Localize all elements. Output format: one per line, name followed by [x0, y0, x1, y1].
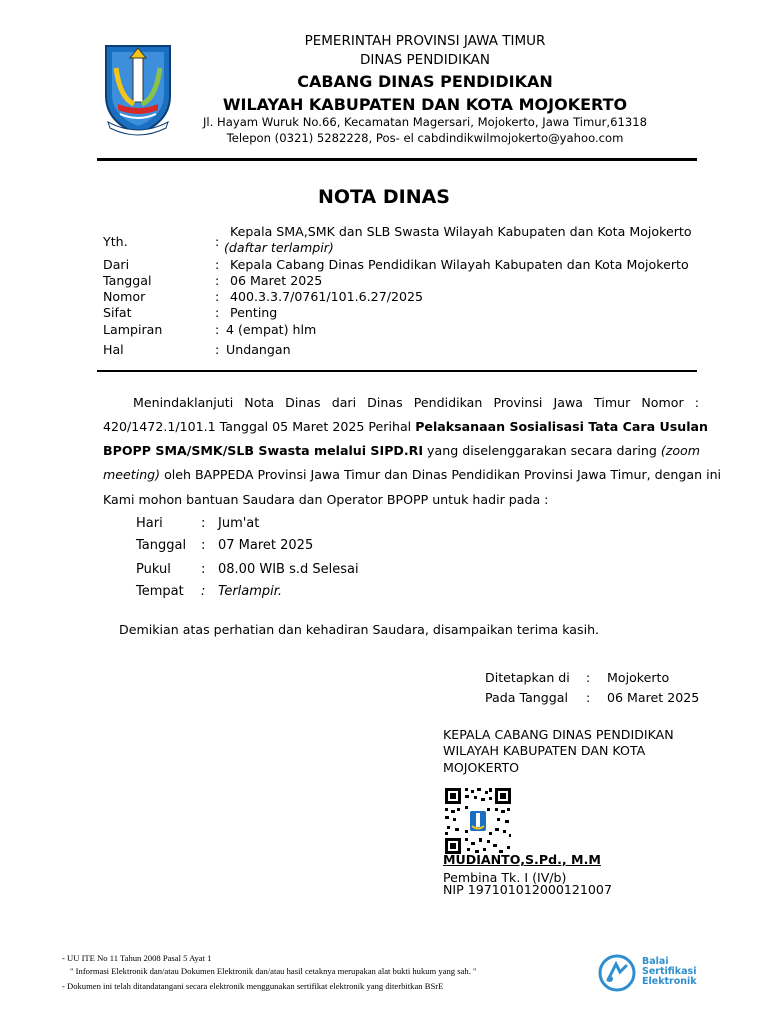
- nomor-label: Nomor: [103, 289, 146, 304]
- ditetapkan-value: Mojokerto: [607, 670, 670, 685]
- tempat-value: Terlampir.: [218, 584, 283, 599]
- ditetapkan-colon: :: [586, 670, 591, 685]
- letterhead-divider: [97, 158, 697, 161]
- pukul-label: Pukul: [136, 562, 171, 577]
- tempat-label: Tempat: [136, 584, 184, 599]
- lampiran-label: Lampiran: [103, 322, 163, 337]
- pada-tanggal-colon: :: [586, 690, 591, 705]
- pukul-colon: :: [201, 562, 206, 577]
- letterhead-contact: Telepon (0321) 5282228, Pos- el cabdindikwilmojokerto@yahoo.com: [226, 131, 624, 145]
- footer-legal-quote: " Informasi Elektronik dan/atau Dokumen Elektronik dan/atau hasil cetaknya merupakan alat bukti hukum yang sah. ": [70, 966, 477, 976]
- tanggal-value: 06 Maret 2025: [230, 273, 323, 288]
- paragraph-text: 420/1472.1/101.1 Tanggal 05 Maret 2025 Perihal: [103, 419, 416, 434]
- paragraph-line: [103, 443, 699, 458]
- letterhead-address: Jl. Hayam Wuruk No.66, Kecamatan Magersari, Mojokerto, Jawa Timur,61318: [203, 115, 647, 129]
- hal-value: Undangan: [226, 342, 291, 357]
- event-tanggal-label: Tanggal: [136, 538, 187, 553]
- nomor-colon: :: [215, 289, 220, 304]
- pada-tanggal-value: 06 Maret 2025: [607, 690, 700, 705]
- jawa-timur-emblem-icon: [100, 38, 176, 138]
- signatory-name: MUDIANTO,S.Pd., M.M: [443, 852, 601, 867]
- request-line: Kami mohon bantuan Saudara dan Operator BPOPP untuk hadir pada :: [103, 492, 549, 507]
- tanggal-label: Tanggal: [103, 273, 152, 288]
- hari-colon: :: [201, 516, 206, 531]
- signatory-position: KEPALA CABANG DINAS PENDIDIKAN: [443, 727, 674, 742]
- yth-note: (daftar terlampir): [224, 240, 334, 255]
- yth-label: Yth.: [103, 234, 128, 249]
- bsre-logo-icon: [598, 954, 636, 992]
- paragraph-text: yang diselenggarakan secara daring: [423, 443, 661, 458]
- hari-value: Jum'at: [218, 516, 260, 531]
- lampiran-colon: :: [215, 322, 220, 337]
- paragraph-line: Menindaklanjuti Nota Dinas dari Dinas Pendidikan Provinsi Jawa Timur Nomor :: [133, 395, 699, 410]
- tanggal-colon: :: [215, 273, 220, 288]
- document-title: NOTA DINAS: [318, 186, 450, 208]
- qr-code-icon: [443, 786, 513, 856]
- letterhead-agency: DINAS PENDIDIKAN: [359, 52, 491, 68]
- sifat-value: Penting: [230, 305, 278, 320]
- dari-value: Kepala Cabang Dinas Pendidikan Wilayah Kabupaten dan Kota Mojokerto: [230, 257, 689, 272]
- bsre-label: Balai: [642, 956, 669, 967]
- yth-value: Kepala SMA,SMK dan SLB Swasta Wilayah Kabupaten dan Kota Mojokerto: [230, 224, 692, 239]
- hari-label: Hari: [136, 516, 163, 531]
- letterhead-government: PEMERINTAH PROVINSI JAWA TIMUR: [304, 33, 546, 49]
- hal-colon: :: [215, 342, 220, 357]
- paragraph-italic-text: (zoom: [660, 443, 701, 458]
- tempat-colon: :: [201, 584, 206, 599]
- signatory-position: MOJOKERTO: [443, 760, 520, 775]
- event-tanggal-value: 07 Maret 2025: [218, 538, 314, 553]
- bsre-label: Sertifikasi: [642, 966, 697, 977]
- pada-tanggal-label: Pada Tanggal: [485, 690, 568, 705]
- signatory-nip: NIP 197101012000121007: [443, 882, 612, 897]
- paragraph-bold-text: BPOPP SMA/SMK/SLB Swasta melalui SIPD.RI: [103, 443, 424, 458]
- yth-colon: :: [215, 234, 220, 249]
- signatory-position: WILAYAH KABUPATEN DAN KOTA: [443, 743, 646, 758]
- ditetapkan-label: Ditetapkan di: [485, 670, 570, 685]
- paragraph-line: [103, 467, 722, 482]
- footer-law-reference: - UU ITE No 11 Tahun 2008 Pasal 5 Ayat 1: [62, 953, 212, 963]
- signatory-rank: Pembina Tk. I (IV/b): [443, 870, 567, 885]
- dari-label: Dari: [103, 257, 130, 272]
- paragraph-italic-text: meeting): [103, 467, 161, 482]
- nomor-value: 400.3.3.7/0761/101.6.27/2025: [230, 289, 423, 304]
- dari-colon: :: [215, 257, 220, 272]
- event-tanggal-colon: :: [201, 538, 206, 553]
- letterhead-region: WILAYAH KABUPATEN DAN KOTA MOJOKERTO: [222, 95, 628, 114]
- paragraph-text: oleh BAPPEDA Provinsi Jawa Timur dan Dinas Pendidikan Provinsi Jawa Timur, dengan ini: [160, 467, 722, 482]
- bsre-label: Elektronik: [642, 976, 697, 987]
- pukul-value: 08.00 WIB s.d Selesai: [218, 562, 359, 577]
- sifat-label: Sifat: [103, 305, 132, 320]
- sifat-colon: :: [215, 305, 220, 320]
- hal-label: Hal: [103, 342, 124, 357]
- paragraph-bold-text: Pelaksanaan Sosialisasi Tata Cara Usulan: [415, 419, 708, 434]
- closing-line: Demikian atas perhatian dan kehadiran Saudara, disampaikan terima kasih.: [119, 622, 600, 637]
- paragraph-line: [103, 419, 708, 434]
- fields-divider: [97, 370, 697, 372]
- lampiran-value: 4 (empat) hlm: [226, 322, 317, 337]
- footer-signature-note: - Dokumen ini telah ditandatangani secara elektronik menggunakan sertifikat elektronik yang diterbitkan BSrE: [62, 981, 444, 991]
- letterhead-branch: CABANG DINAS PENDIDIKAN: [297, 72, 553, 91]
